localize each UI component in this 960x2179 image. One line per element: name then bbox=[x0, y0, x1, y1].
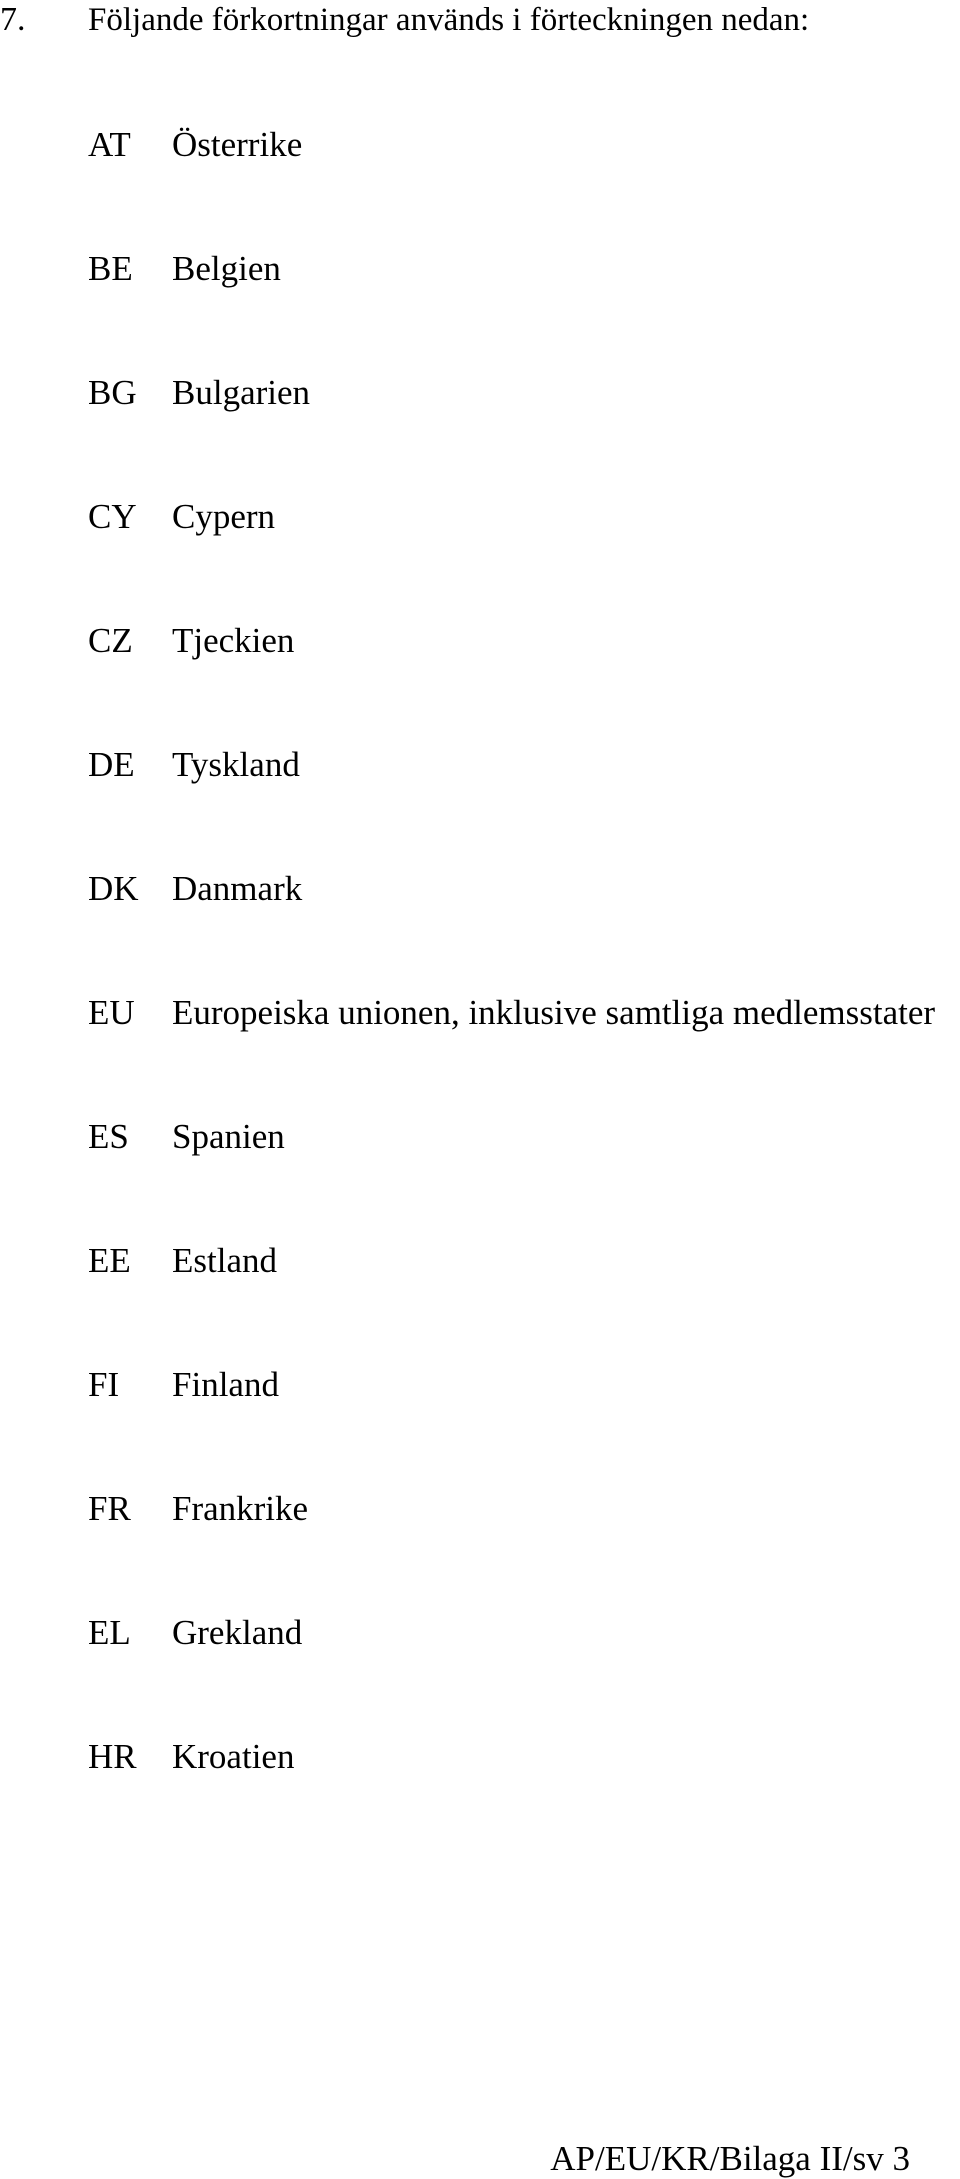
abbreviation-code: FI bbox=[88, 1365, 120, 1404]
abbreviation-name: Bulgarien bbox=[172, 373, 311, 412]
abbreviation-name: Belgien bbox=[172, 249, 281, 288]
abbreviation-name: Danmark bbox=[172, 869, 303, 908]
abbreviation-code: BG bbox=[88, 373, 137, 412]
abbreviation-code: ES bbox=[88, 1117, 129, 1156]
abbreviation-row bbox=[88, 496, 935, 620]
abbreviation-name: Kroatien bbox=[172, 1737, 295, 1776]
abbreviation-row bbox=[88, 124, 935, 248]
abbreviation-row bbox=[88, 372, 935, 496]
abbreviation-code: CZ bbox=[88, 621, 133, 660]
abbreviation-name: Estland bbox=[172, 1241, 277, 1280]
section-heading bbox=[0, 0, 809, 40]
abbreviation-code: BE bbox=[88, 249, 133, 288]
abbreviation-name: Österrike bbox=[172, 125, 303, 164]
document-reference: AP/EU/KR/Bilaga II/sv 3 bbox=[550, 2139, 910, 2178]
abbreviation-code: EE bbox=[88, 1241, 131, 1280]
abbreviation-code: EU bbox=[88, 993, 135, 1032]
abbreviation-row bbox=[88, 620, 935, 744]
abbreviation-row bbox=[88, 1736, 935, 1860]
abbreviation-code: DK bbox=[88, 869, 139, 908]
abbreviation-code: CY bbox=[88, 497, 137, 536]
abbreviation-row bbox=[88, 868, 935, 992]
abbreviation-name: Frankrike bbox=[172, 1489, 309, 1528]
section-heading-text: Följande förkortningar används i förteckningen nedan: bbox=[88, 2, 810, 38]
abbreviation-row bbox=[88, 1612, 935, 1736]
abbreviation-name: Europeiska unionen, inklusive samtliga medlemsstater bbox=[172, 993, 936, 1032]
abbreviation-row bbox=[88, 744, 935, 868]
abbreviation-code: HR bbox=[88, 1737, 137, 1776]
abbreviation-row bbox=[88, 992, 935, 1116]
abbreviation-name: Grekland bbox=[172, 1613, 303, 1652]
abbreviation-row bbox=[88, 1488, 935, 1612]
abbreviation-row bbox=[88, 248, 935, 372]
abbreviation-code: EL bbox=[88, 1613, 131, 1652]
abbreviation-code: FR bbox=[88, 1489, 131, 1528]
abbreviation-code: DE bbox=[88, 745, 135, 784]
abbreviation-name: Cypern bbox=[172, 497, 276, 536]
abbreviation-code: AT bbox=[88, 125, 131, 164]
abbreviation-name: Tjeckien bbox=[172, 621, 295, 660]
abbreviation-list bbox=[88, 124, 935, 1860]
abbreviation-row bbox=[88, 1364, 935, 1488]
section-number: 7. bbox=[0, 1, 26, 38]
abbreviation-row bbox=[88, 1116, 935, 1240]
abbreviation-name: Tyskland bbox=[172, 745, 300, 784]
abbreviation-row bbox=[88, 1240, 935, 1364]
abbreviation-name: Spanien bbox=[172, 1117, 285, 1156]
abbreviation-name: Finland bbox=[172, 1365, 279, 1404]
